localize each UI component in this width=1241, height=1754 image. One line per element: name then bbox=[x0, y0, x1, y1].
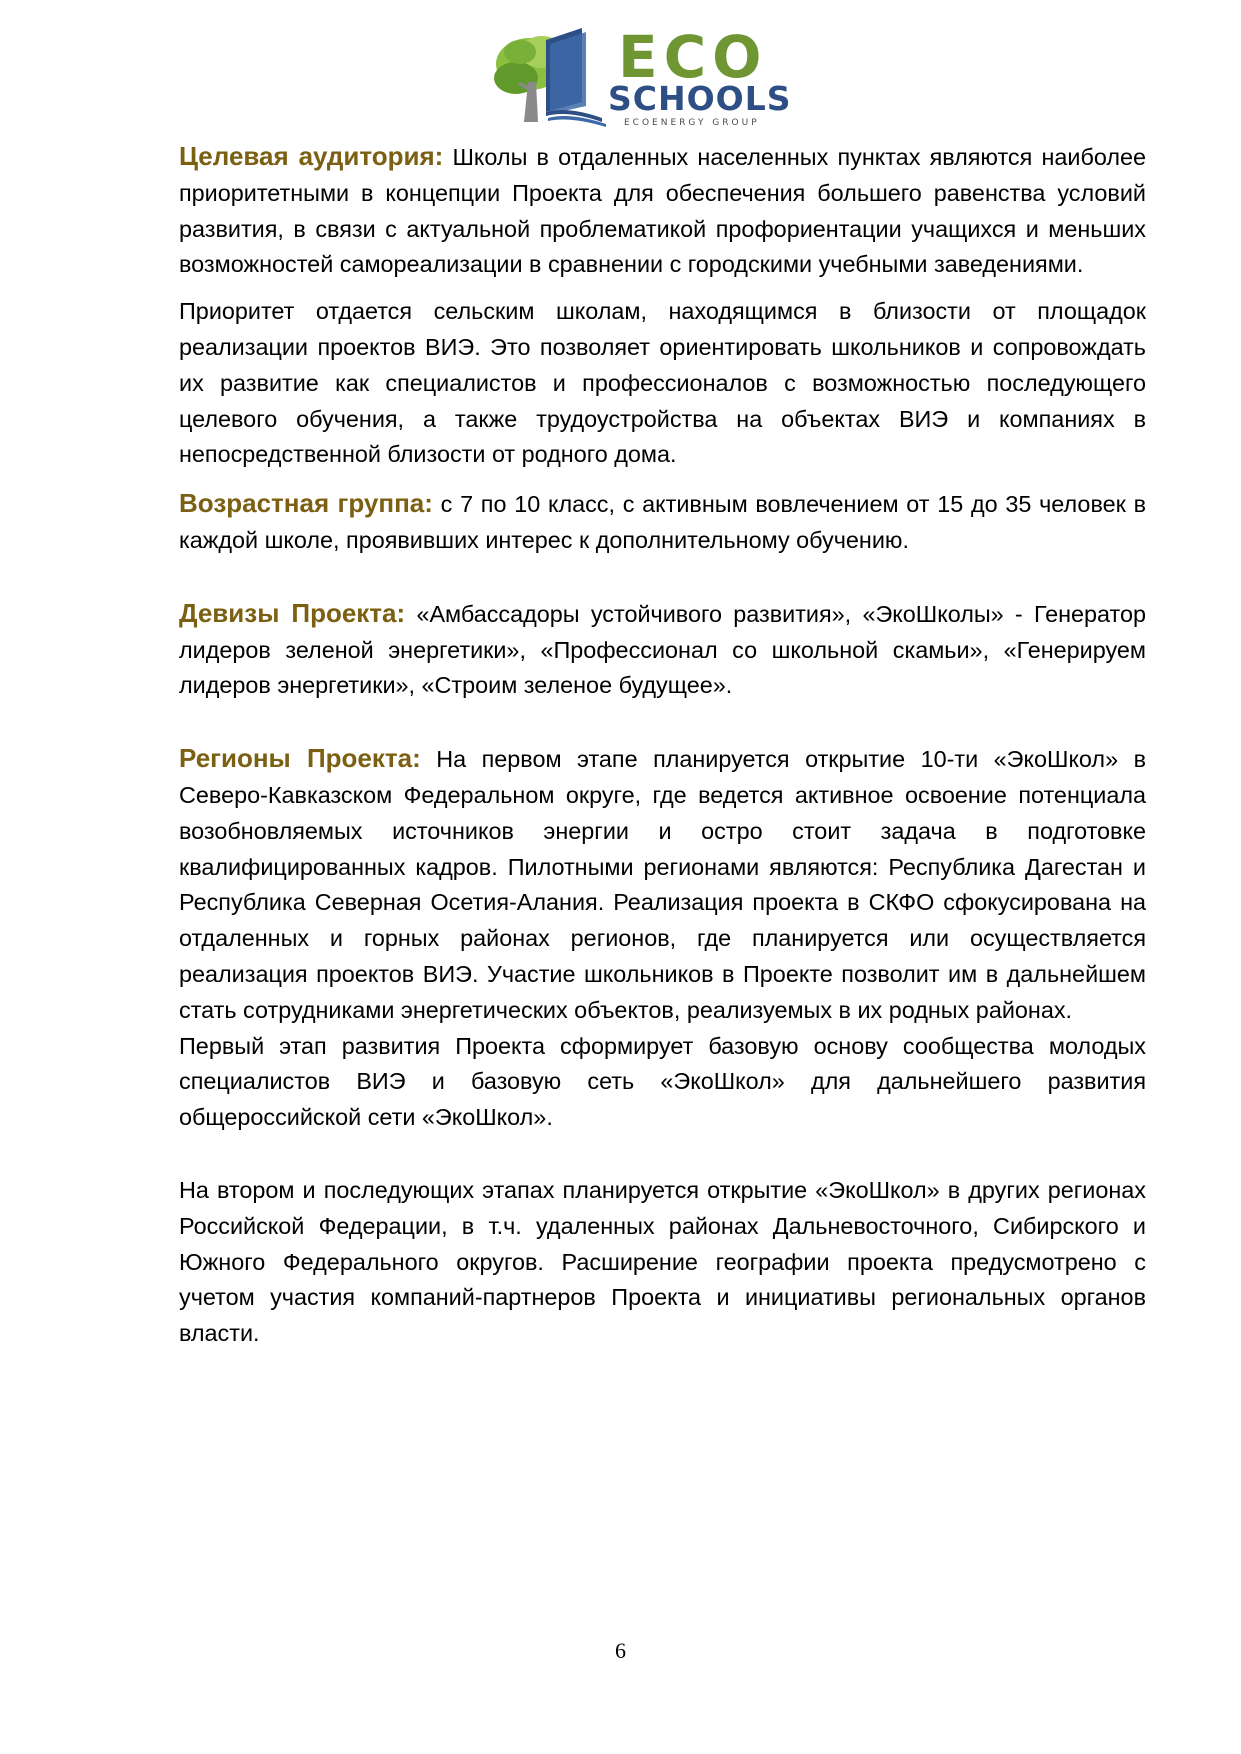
priority-paragraph bbox=[179, 294, 1146, 473]
next-stages-paragraph bbox=[179, 1173, 1146, 1352]
document-body bbox=[179, 139, 1146, 1352]
regions-heading: Регионы Проекта: bbox=[179, 743, 421, 774]
age-heading: Возрастная группа: bbox=[179, 488, 433, 519]
tree-book-emblem-icon bbox=[490, 22, 620, 130]
age-text: с 7 по 10 класс, с активным вовлечением от 15 до 35 человек в каждой школе, проявивших интерес к дополнительному обучению. bbox=[179, 491, 1147, 553]
priority-text: Приоритет отдается сельским школам, находящимся в близости от площадок реализации проектов ВИЭ. Это позволяет ориентировать школьников и сопровождать их развитие как специалистов и профессионалов с возможностью последующего целевого обучения, а также трудоустройства на объектах ВИЭ и компаниях в непосредственной близости от родного дома. bbox=[179, 298, 1146, 468]
regions-paragraph bbox=[179, 741, 1146, 1028]
next-stages-text: На втором и последующих этапах планируется открытие «ЭкоШкол» в других регионах Российской Федерации, в т.ч. удаленных районах Дальневосточного, Сибирского и Южного Федерального округов. Расширение географии проекта предусмотрено с учетом участия компаний-партнеров Проекта и инициативы региональных органов власти. bbox=[179, 1176, 1146, 1347]
audience-text: Школы в отдаленных населенных пунктах являются наиболее приоритетными в концепции Проекта для обеспечения большего равенства условий развития, в связи с актуальной проблематикой профориентации учащихся и меньших возможностей самореализации в сравнении с городскими учебными заведениями. bbox=[179, 144, 1147, 278]
mottos-text: «Амбассадоры устойчивого развития», «ЭкоШколы» - Генератор лидеров зеленой энергетики», «Профессионал со школьной скамьи», «Генерируем лидеров энергетики», «Строим зеленое будущее». bbox=[179, 600, 1146, 699]
mottos-heading: Девизы Проекта: bbox=[179, 597, 406, 628]
logo-eco-text: ECO bbox=[618, 23, 768, 91]
first-stage-paragraph bbox=[179, 1029, 1146, 1136]
first-stage-text: Первый этап развития Проекта сформирует базовую основу сообщества молодых специалистов ВИЭ и базовую сеть «ЭкоШкол» для дальнейшего развития общероссийской сети «ЭкоШкол». bbox=[179, 1032, 1146, 1131]
page-number: 6 bbox=[615, 1638, 626, 1663]
logo-schools-text: SCHOOLS bbox=[608, 79, 792, 118]
audience-heading: Целевая аудитория: bbox=[179, 141, 444, 171]
regions-text: На первом этапе планируется открытие 10-ти «ЭкоШкол» в Северо-Кавказском Федеральном округе, где ведется активное освоение потенциала возобновляемых источников энергии и остро стоит задача в подготовке квалифицированных кадров. Пилотными регионами являются: Республика Дагестан и Республика Северная Осетия-Алания. Реализация проекта в СКФО сфокусирована на отдаленных и горных районах регионов, где планируется или осуществляется реализация проектов ВИЭ. Участие школьников в Проекте позволит им в дальнейшем стать сотрудниками энергетических объектов, реализуемых в их родных районах. bbox=[179, 746, 1146, 1023]
logo-group-text: ECOENERGY GROUP bbox=[624, 118, 760, 128]
mottos-paragraph bbox=[179, 596, 1146, 704]
eco-schools-logo bbox=[490, 22, 810, 130]
age-paragraph bbox=[179, 486, 1146, 559]
audience-paragraph bbox=[179, 139, 1146, 283]
